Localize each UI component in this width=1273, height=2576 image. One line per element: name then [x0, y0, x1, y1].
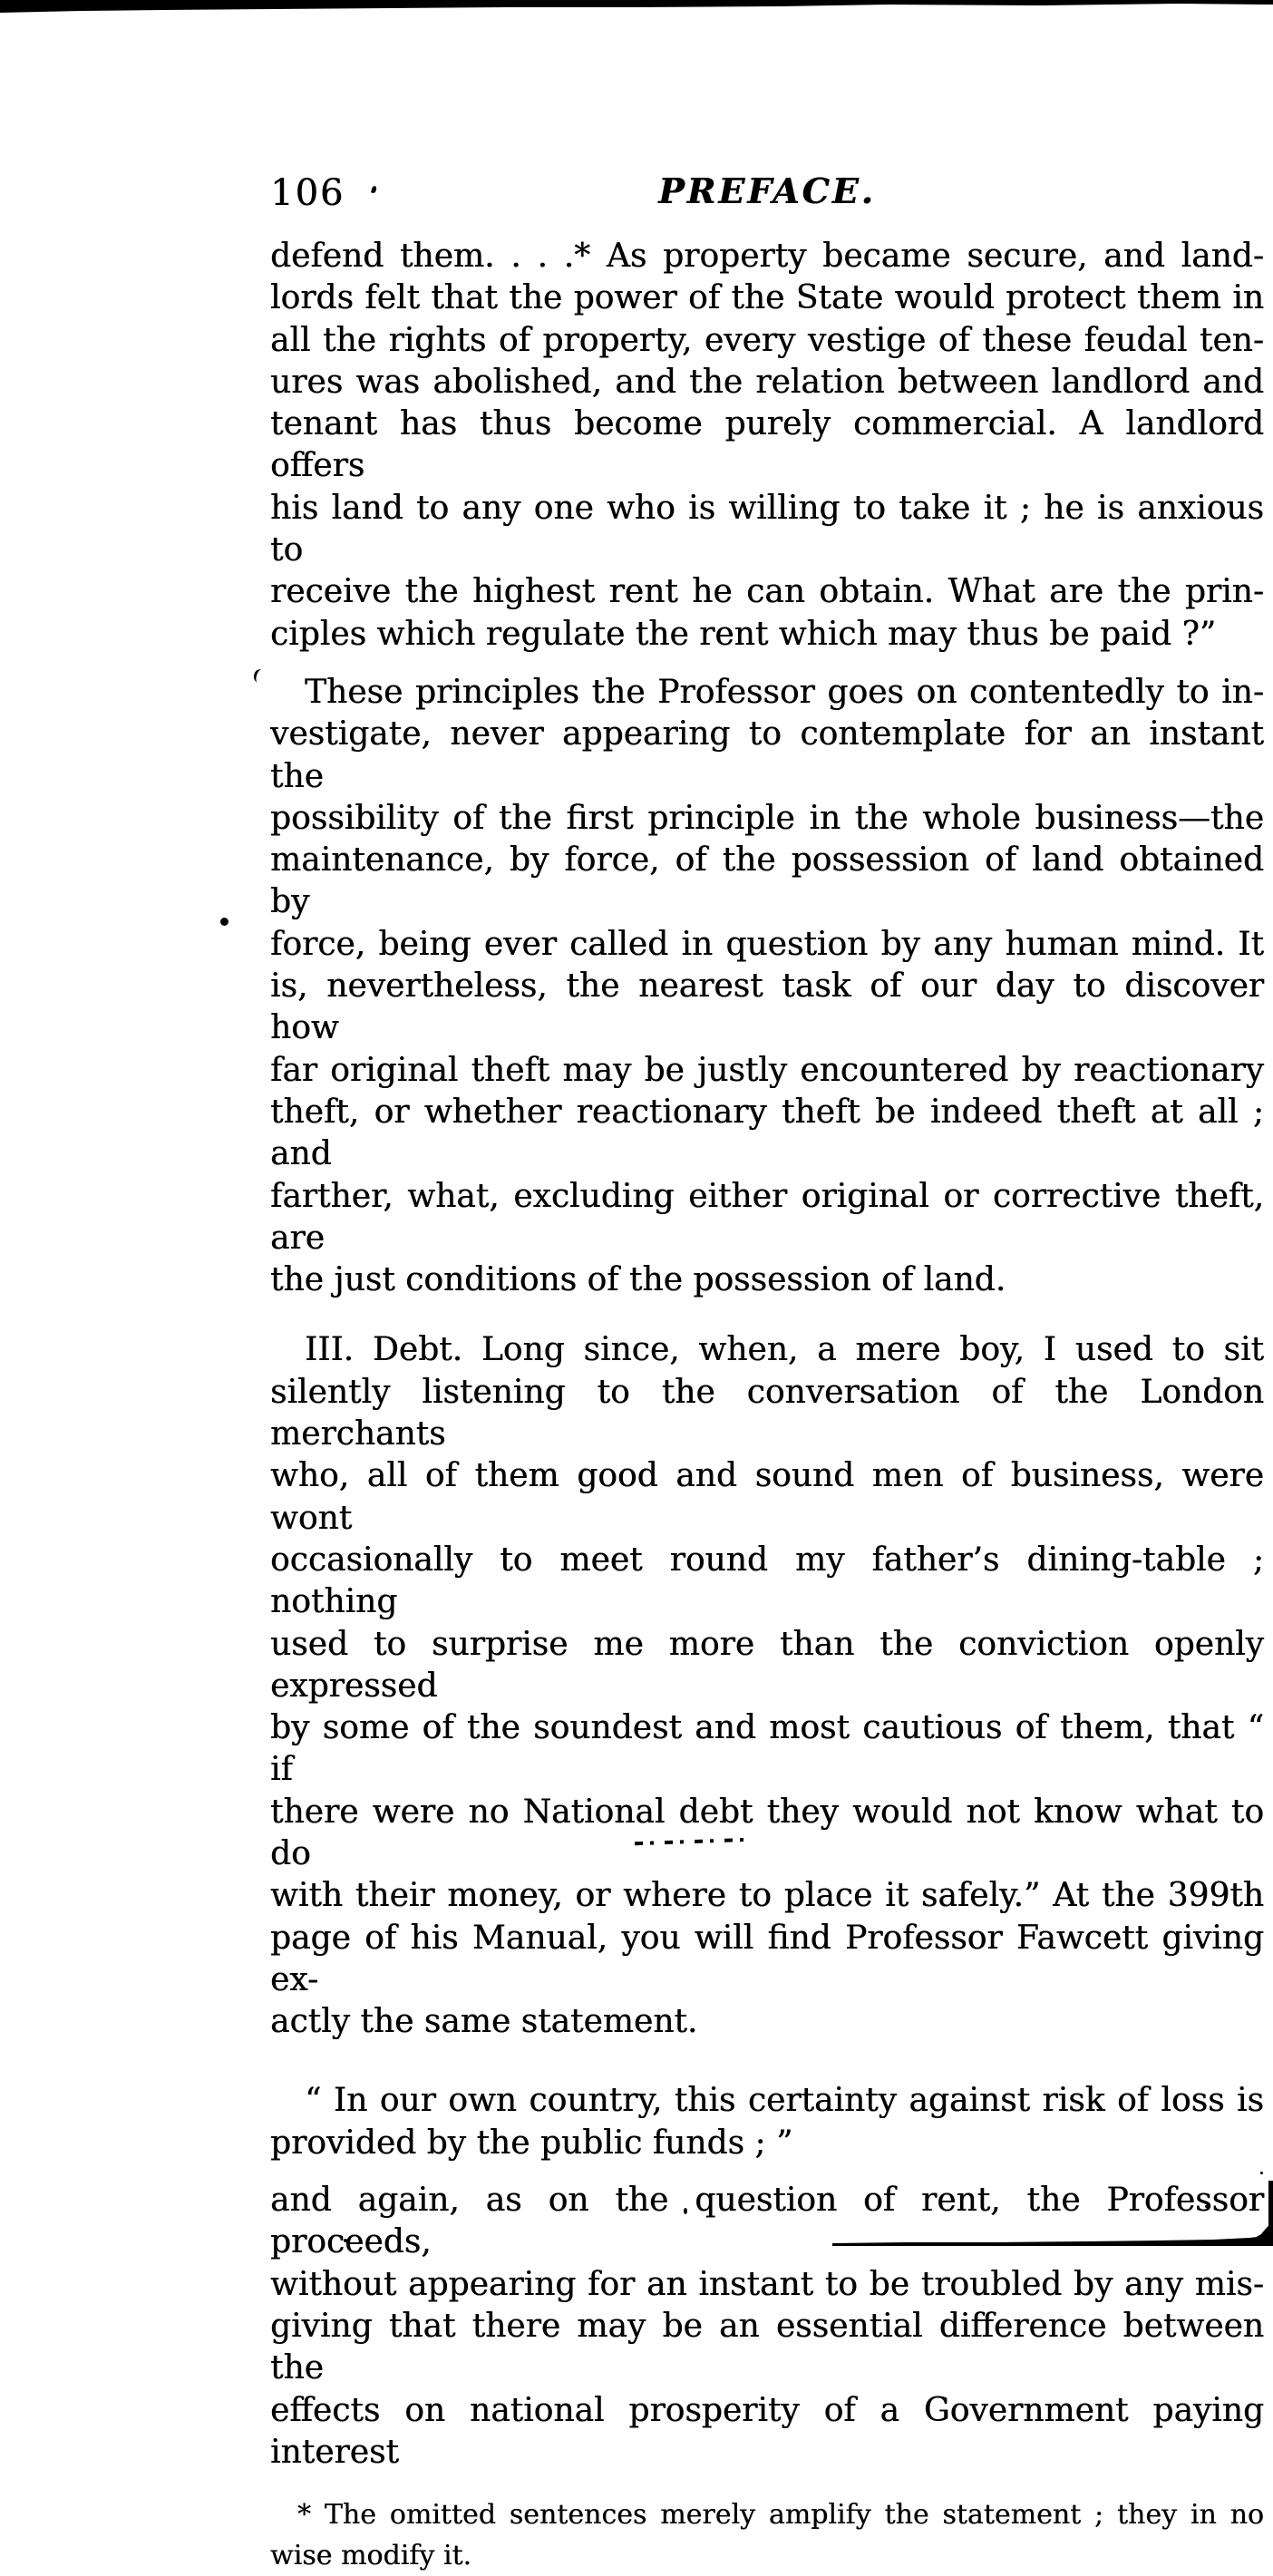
paragraph-principles — [270, 672, 1264, 1301]
text-line: all the rights of property, every vestige of these feudal ten- — [270, 321, 1264, 359]
text-line: page of his Manual, you will find Professor Fawcett giving ex- — [270, 1919, 1264, 1998]
text-line: farther, what, excluding either original or corrective theft, are — [270, 1177, 1264, 1257]
text-line: lords felt that the power of the State would protect them in — [270, 279, 1264, 317]
text-line: his land to any one who is willing to take it ; he is anxious to — [270, 489, 1264, 569]
text-line: receive the highest rent he can obtain. What are the prin- — [270, 573, 1264, 611]
text-line: defend them. . . .* As property became secure, and land- — [270, 238, 1264, 275]
text-line: These principles the Professor goes on contentedly to in- — [305, 673, 1264, 711]
text-line: giving that there may be an essential difference between the — [270, 2307, 1264, 2387]
text-line: without appearing for an instant to be troubled by any mis- — [270, 2265, 1264, 2303]
text-column — [270, 170, 1264, 2576]
footnote-line: * The omitted sentences merely amplify the statement ; they in no — [297, 2499, 1264, 2532]
footnote-line: wise modify it. — [270, 2540, 472, 2572]
paragraph-debt — [270, 1329, 1264, 2043]
text-line: actly the same statement. — [270, 2003, 698, 2041]
text-line: tenant has thus become purely commercial. A landlord offers — [270, 405, 1264, 485]
text-line: silently listening to the conversation of the London merchants — [270, 1373, 1264, 1453]
footnote — [270, 2494, 1264, 2576]
text-line: theft, or whether reactionary theft be indeed theft at all ; and — [270, 1093, 1264, 1173]
text-line: who, all of them good and sound men of business, were wont — [270, 1457, 1264, 1537]
text-line: vestigate, never appearing to contemplate for an instant the — [270, 715, 1264, 795]
text-line: effects on national prosperity of a Government paying interest — [270, 2391, 1264, 2471]
text-line: maintenance, by force, of the possession of land obtained by — [270, 841, 1264, 921]
page-number: 106 — [270, 172, 345, 214]
page-header — [270, 170, 1264, 214]
text-line: far original theft may be justly encountered by reactionary — [270, 1051, 1264, 1089]
scan-artifact-margin-curl — [252, 667, 267, 684]
text-line: possibility of the first principle in the whole business—the — [270, 799, 1264, 837]
page-title: PREFACE. — [658, 170, 876, 211]
paragraph-and-again — [270, 2180, 1264, 2474]
paragraph-funds-quote — [270, 2080, 1264, 2164]
text-line: ures was abolished, and the relation between landlord and — [270, 363, 1264, 401]
paragraph-rent-quote — [270, 236, 1264, 656]
text-line: by some of the soundest and most cautious of them, that “ if — [270, 1709, 1264, 1789]
text-line: there were no National debt they would not know what to do — [270, 1793, 1264, 1872]
text-line: III. Debt. Long since, when, a mere boy, I used to sit — [305, 1331, 1264, 1369]
text-line: “ In our own country, this certainty against risk of loss is — [305, 2082, 1264, 2120]
text-line: and again, as on the question of rent, the Professor proceeds, — [270, 2182, 1264, 2261]
text-line: used to surprise me more than the conviction openly expressed — [270, 1625, 1264, 1705]
text-line: force, being ever called in question by any human mind. It — [270, 925, 1264, 963]
text-line: with their money, or where to place it safely.” At the 399th — [270, 1877, 1264, 1915]
text-line: the just conditions of the possession of land. — [270, 1261, 1006, 1299]
text-line: occasionally to meet round my father’s dining-table ; nothing — [270, 1541, 1264, 1621]
scan-artifact-top-edge — [0, 0, 1273, 15]
text-line: ciples which regulate the rent which may thus be paid ?” — [270, 615, 1217, 653]
text-line: provided by the public funds ; ” — [270, 2124, 793, 2162]
scan-artifact-margin-dot — [220, 918, 228, 926]
text-line: is, nevertheless, the nearest task of our day to discover how — [270, 967, 1264, 1047]
scan-artifact-right-edge — [1268, 2181, 1273, 2246]
